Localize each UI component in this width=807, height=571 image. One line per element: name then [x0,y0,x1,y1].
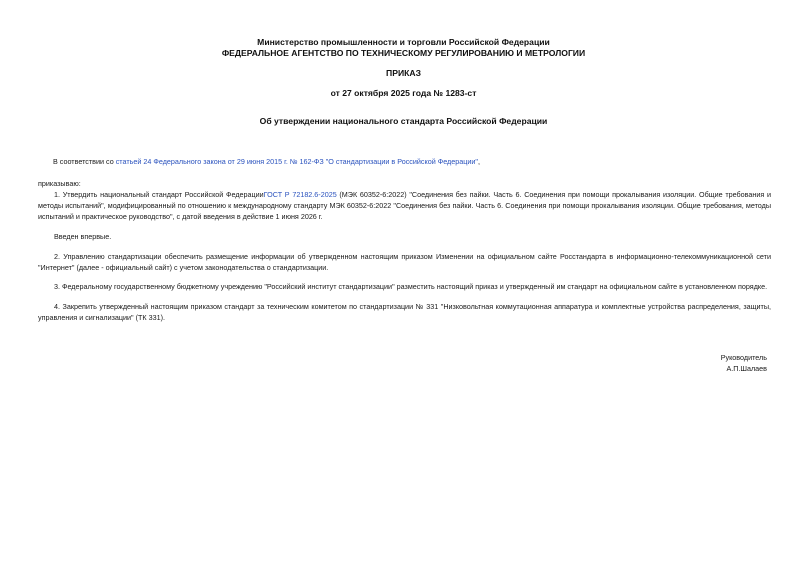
order-word: приказываю: [38,179,81,188]
order-type-heading: ПРИКАЗ [386,68,421,78]
federal-law-link[interactable]: статьей 24 Федерального закона от 29 июня 2015 г. № 162-ФЗ "О стандартизации в Российской Федерации" [115,157,478,166]
item-4-paragraph: 4. Закрепить утвержденный настоящим приказом стандарт за техническим комитетом по стандартизации № 331 "Низковольтная коммутационная аппаратура и комплектные устройства распределения, защиты, управления и сигнализации" (ТК 331). [38,302,771,322]
document-title: Об утверждении национального стандарта Российской Федерации [259,116,548,126]
item-1-paragraph [38,189,771,222]
order-date-number: от 27 октября 2025 года № 1283-ст [330,88,477,98]
agency-heading: ФЕДЕРАЛЬНОЕ АГЕНТСТВО ПО ТЕХНИЧЕСКОМУ РЕГУЛИРОВАНИЮ И МЕТРОЛОГИИ [221,48,586,58]
signatory-position: Руководитель [720,353,767,362]
item-2-paragraph: 2. Управлению стандартизации обеспечить размещение информации об утвержденном настоящим приказом Изменении на официальном сайте Росстандарта в информационно-телекоммуникационной сети "Интернет" (далее - официальный сайт) с учетом законодательства о стандартизации. [38,252,771,272]
item-3-paragraph: 3. Федеральному государственному бюджетному учреждению "Российский институт стандартизации" разместить настоящий приказ и утвержденный им стандарт на официальном сайте в установленном порядке. [54,282,768,291]
item-1-prefix: 1. Утвердить национальный стандарт Российской Федерации [54,190,264,199]
preamble-paragraph [53,156,480,167]
signatory-name: А.П.Шалаев [726,364,767,373]
preamble-suffix: , [477,157,480,166]
gost-standard-link[interactable]: ГОСТ Р 72182.6-2025 [263,190,337,199]
ministry-heading: Министерство промышленности и торговли Российской Федерации [257,37,550,47]
introduced-note: Введен впервые. [54,232,112,241]
preamble-prefix: В соответствии со [53,157,116,166]
item-1-suffix: (МЭК 60352-6:2022) "Соединения без пайки. Часть 6. Соединения при помощи прокалывания изоляции. Общие требования и методы испытаний", модифицированный по отношению к международному стандарту МЭК 60352-6:2022 "Соединения без пайки. Часть 6. Соединения при помощи прокалывания изоляции. Общие требования, методы испытаний и практическое руководство", с датой введения в действие 1 июня 2026 г. [38,190,771,221]
